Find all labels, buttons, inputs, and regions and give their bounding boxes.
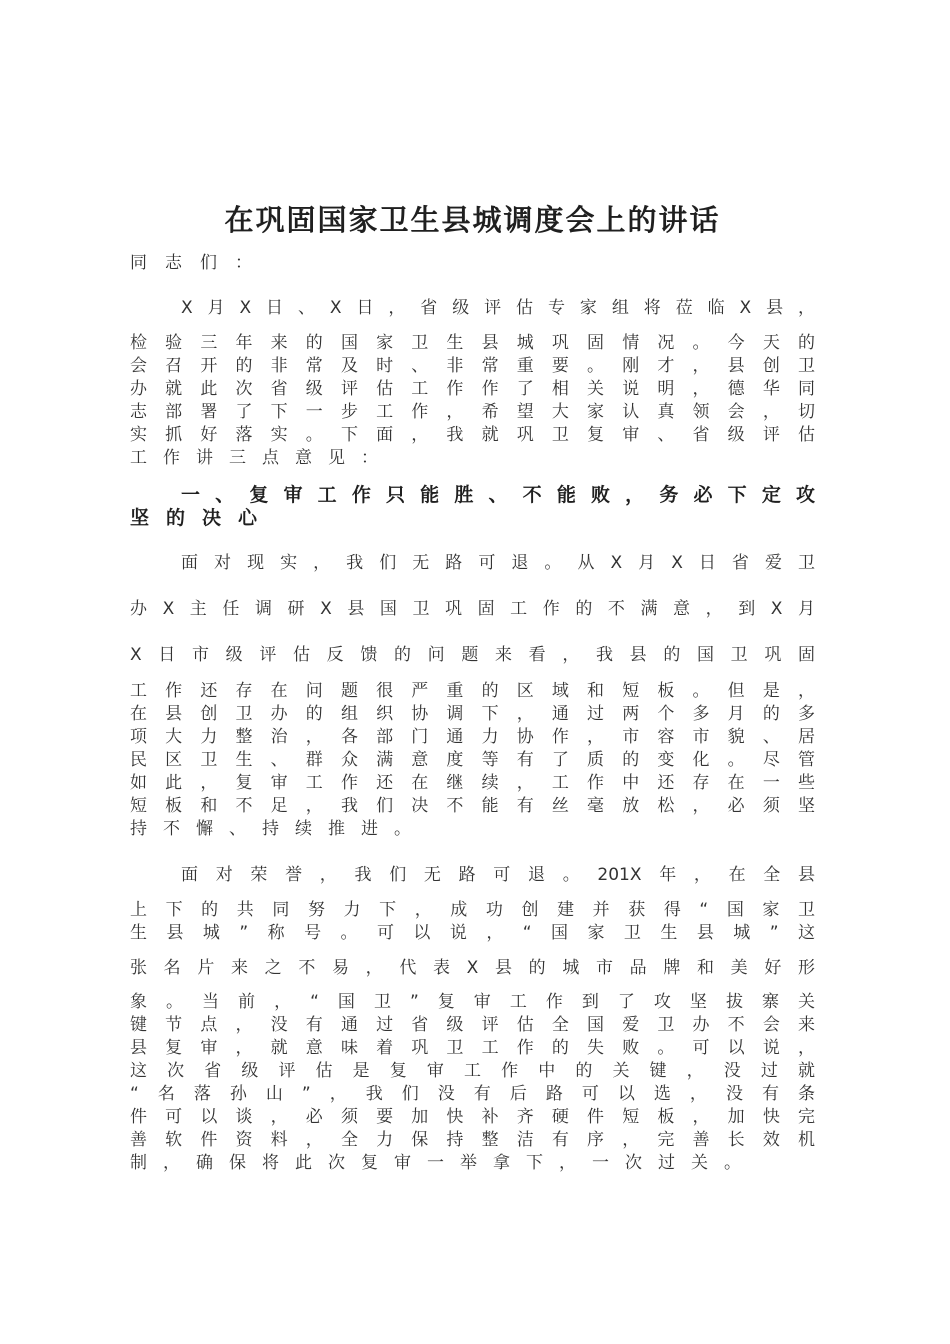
paragraph-line: 实抓好落实。下面，我就巩卫复审、省级评估 <box>130 425 815 445</box>
paragraph-line: 在县创卫办的组织协调下，通过两个多月的多 <box>130 704 815 724</box>
paragraph-line: 面对现实，我们无路可退。从X月X日省爱卫 <box>181 553 815 573</box>
paragraph-line: 会召开的非常及时、非常重要。刚才，县创卫 <box>130 356 815 376</box>
paragraph-line: 检验三年来的国家卫生县城巩固情况。今天的 <box>130 333 815 353</box>
paragraph-line: 上下的共同努力下，成功创建并获得“国家卫 <box>130 900 815 920</box>
paragraph-line: 办X主任调研X县国卫巩固工作的不满意，到X月 <box>130 599 815 619</box>
section-heading: 坚的决心 <box>130 507 275 529</box>
paragraph-line: 面对荣誉，我们无路可退。201X年，在全县 <box>181 865 815 885</box>
paragraph-line: 象。当前，“国卫”复审工作到了攻坚拔寨关 <box>130 992 815 1012</box>
paragraph-line: 志部署了下一步工作，希望大家认真领会，切 <box>130 402 815 422</box>
paragraph-line: X日市级评估反馈的问题来看，我县的国卫巩固 <box>130 645 815 665</box>
paragraph-line: 项大力整治，各部门通力协作，市容市貌、居 <box>130 727 815 747</box>
paragraph-line: X月X日、X日，省级评估专家组将莅临X县， <box>181 298 815 318</box>
paragraph-line: 民区卫生、群众满意度等有了质的变化。尽管 <box>130 750 815 770</box>
paragraph-line: 善软件资料，全力保持整洁有序，完善长效机 <box>130 1130 815 1150</box>
paragraph-line: 办就此次省级评估工作作了相关说明，德华同 <box>130 379 815 399</box>
paragraph-line: 如此，复审工作还在继续，工作中还存在一些 <box>130 773 815 793</box>
paragraph-line: 制，确保将此次复审一举拿下，一次过关。 <box>130 1153 757 1173</box>
greeting: 同志们： <box>130 253 270 273</box>
paragraph-line: 生县城”称号。可以说，“国家卫生县城”这 <box>130 923 815 943</box>
paragraph-line: 工作还存在问题很严重的区域和短板。但是， <box>130 681 815 701</box>
paragraph-line: 这次省级评估是复审工作中的关键，没过就 <box>130 1061 815 1081</box>
paragraph-line: 县复审，就意味着巩卫工作的失败。可以说， <box>130 1038 815 1058</box>
paragraph-line: “名落孙山”，我们没有后路可以选，没有条 <box>130 1084 815 1104</box>
paragraph-line: 工作讲三点意见： <box>130 448 394 468</box>
section-heading: 一、复审工作只能胜、不能败，务必下定攻 <box>181 484 815 506</box>
paragraph-line: 张名片来之不易，代表X县的城市品牌和美好形 <box>130 958 815 978</box>
paragraph-line: 短板和不足，我们决不能有丝毫放松，必须坚 <box>130 796 815 816</box>
paragraph-line: 持不懈、持续推进。 <box>130 819 427 839</box>
document-title: 在巩固国家卫生县城调度会上的讲话 <box>224 203 721 237</box>
paragraph-line: 键节点，没有通过省级评估全国爱卫办不会来 <box>130 1015 815 1035</box>
paragraph-line: 件可以谈，必须要加快补齐硬件短板，加快完 <box>130 1107 815 1127</box>
